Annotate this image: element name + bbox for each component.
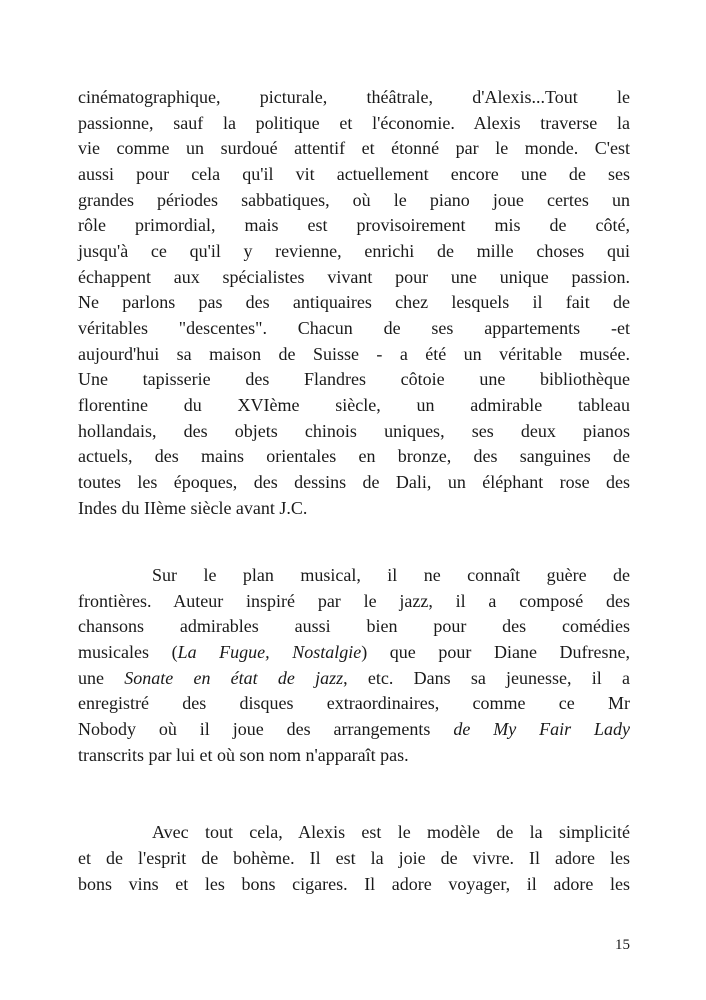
text-line [78,640,630,666]
text-line [78,444,630,470]
text-line [78,717,630,743]
text-line [78,85,630,111]
text-segment: rôle primordial, mais est provisoirement mis de côté, [78,215,630,236]
text-line [78,136,630,162]
text-segment: grandes périodes sabbatiques, où le piano joue certes un [78,189,630,210]
italic-text-segment: La Fugue, Nostalgie [177,642,362,663]
text-segment: musicales ( [78,642,178,663]
text-segment: , etc. Dans sa jeunesse, il a [343,667,630,688]
paragraph [78,563,630,768]
text-line [78,470,630,496]
text-line [78,265,630,291]
page-number: 15 [615,937,630,953]
paragraph [78,820,630,897]
text-line [78,162,630,188]
text-line [78,367,630,393]
text-segment: enregistré des disques extraordinaires, comme ce Mr [78,693,630,714]
text-line [78,872,630,898]
text-segment: ) que pour Diane Dufresne, [361,642,630,663]
text-segment: aussi pour cela qu'il vit actuellement encore une de ses [78,163,630,184]
text-segment: actuels, des mains orientales en bronze, des sanguines de [78,446,630,467]
text-segment: toutes les époques, des dessins de Dali, un éléphant rose des [78,471,630,492]
text-segment: une [78,667,125,688]
text-line [78,393,630,419]
text-segment: transcrits par lui et où son nom n'apparaît pas. [78,744,409,765]
text-line [78,239,630,265]
text-line [78,666,630,692]
text-segment: cinématographique, picturale, théâtrale, d'Alexis...Tout le [78,87,630,107]
text-segment: Nobody où il joue des arrangements [78,719,454,740]
text-line [78,111,630,137]
text-segment: Ne parlons pas des antiquaires chez lesquels il fait de [78,292,630,313]
text-line [78,589,630,615]
text-line [78,846,630,872]
text-segment: frontières. Auteur inspiré par le jazz, il a composé des [78,590,630,611]
text-segment: passionne, sauf la politique et l'économie. Alexis traverse la [78,112,630,133]
text-line [78,563,630,589]
text-segment: hollandais, des objets chinois uniques, ses deux pianos [78,420,630,441]
text-segment: bons vins et les bons cigares. Il adore voyager, il adore les [78,873,630,894]
text-segment: échappent aux spécialistes vivant pour une unique passion. [78,266,630,287]
text-line [78,213,630,239]
text-segment: Avec tout cela, Alexis est le modèle de la simplicité [152,822,630,843]
italic-text-segment: de My Fair Lady [453,719,630,740]
text-line [78,419,630,445]
text-line [78,342,630,368]
text-segment: chansons admirables aussi bien pour des comédies [78,616,630,637]
text-line [78,496,630,522]
text-segment: Indes du IIème siècle avant J.C. [78,497,308,518]
text-line [78,188,630,214]
text-block [78,85,630,897]
text-line [78,316,630,342]
text-segment: vie comme un surdoué attentif et étonné par le monde. C'est [78,138,630,159]
text-segment: Une tapisserie des Flandres côtoie une bibliothèque [78,369,630,390]
text-line [78,614,630,640]
text-segment: Sur le plan musical, il ne connaît guère de [152,565,630,586]
paragraph [78,85,630,521]
text-line [78,743,630,769]
italic-text-segment: Sonate en état de jazz [124,667,344,688]
text-line [78,290,630,316]
text-segment: véritables "descentes". Chacun de ses appartements -et [78,317,630,338]
text-segment: aujourd'hui sa maison de Suisse - a été un véritable musée. [78,343,630,364]
text-segment: florentine du XVIème siècle, un admirable tableau [78,394,630,415]
text-segment: jusqu'à ce qu'il y revienne, enrichi de mille choses qui [78,240,630,261]
text-line [78,820,630,846]
text-line [78,691,630,717]
text-segment: et de l'esprit de bohème. Il est la joie de vivre. Il adore les [78,848,630,869]
